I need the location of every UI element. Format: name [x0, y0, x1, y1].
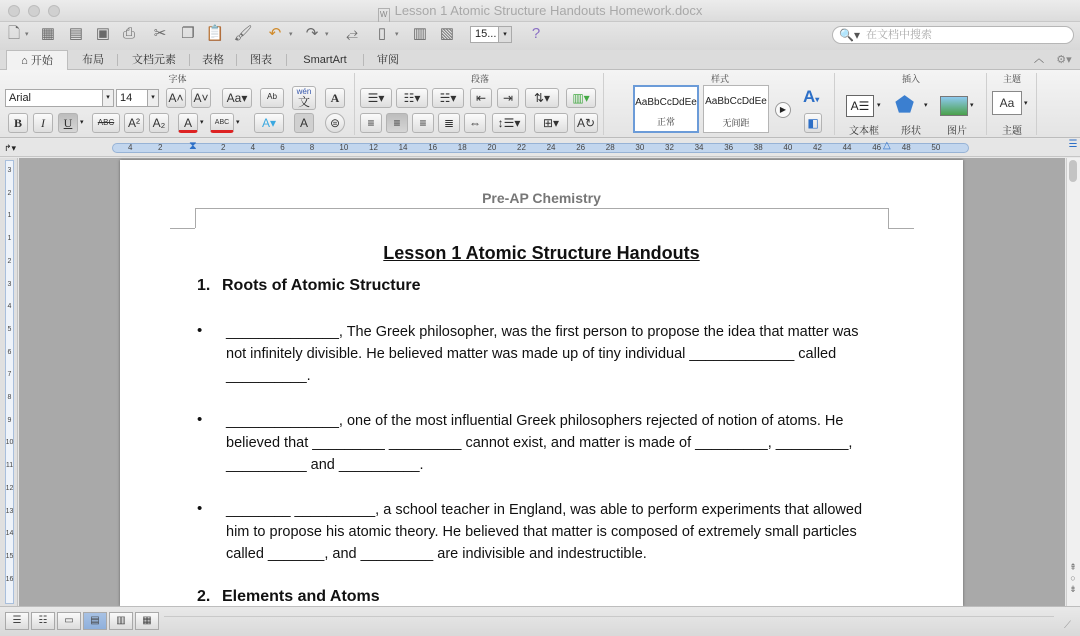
vertical-ruler-label: 10	[5, 439, 14, 447]
ruler-label: 2	[221, 143, 226, 152]
vertical-ruler-label: 8	[7, 394, 12, 401]
window-title-text: Lesson 1 Atomic Structure Handouts Homework.docx	[394, 3, 703, 18]
vertical-ruler-label: 3	[7, 167, 12, 174]
paragraph-line: __________ and __________.	[226, 457, 424, 473]
tab-home-label: 开始	[30, 55, 53, 67]
align-left-icon[interactable]: ≡	[360, 113, 382, 133]
character-shading-icon[interactable]: A	[294, 113, 314, 133]
document-icon: W	[378, 8, 390, 23]
header-line	[888, 228, 914, 229]
vertical-ruler-label: 15	[5, 552, 14, 560]
tab-home[interactable]	[6, 50, 68, 70]
outline-view-icon[interactable]: ☷	[31, 612, 55, 630]
section-heading[interactable]	[197, 588, 380, 606]
font-color-button[interactable]: A	[178, 113, 198, 133]
print-icon[interactable]: ⎙	[122, 25, 135, 42]
text-effects-icon[interactable]: A▾	[254, 113, 284, 133]
tab-document-elements[interactable]: 文档元素	[132, 54, 176, 66]
section-number: 1.	[197, 277, 211, 294]
shrink-font-label: A	[193, 91, 202, 105]
bullet-marker: •	[197, 411, 203, 428]
group-separator	[986, 73, 987, 135]
vertical-ruler-label: 12	[5, 484, 14, 492]
tab-separator	[236, 54, 237, 66]
header-line	[195, 208, 889, 209]
notebook-view-icon[interactable]: ▥	[109, 612, 133, 630]
browse-buttons-icon[interactable]: ⇞ ○ ⇟	[1069, 562, 1077, 594]
ruler-label: 30	[635, 143, 645, 152]
themes-button[interactable]: 主题	[1002, 126, 1022, 137]
ruler-label: 44	[842, 143, 852, 152]
style-name: 无间距	[722, 118, 750, 128]
ruler-label: 28	[605, 143, 615, 152]
group-separator	[603, 73, 604, 135]
draft-view-icon[interactable]: ☰	[5, 612, 29, 630]
home-icon: ⌂	[21, 55, 31, 67]
paragraph[interactable]	[226, 410, 896, 476]
vertical-ruler-label: 9	[7, 416, 12, 424]
group-label-styles: 样式	[710, 74, 729, 84]
text-direction-icon[interactable]: A↻	[574, 113, 598, 133]
ruler-label: 16	[428, 143, 438, 152]
sort-icon[interactable]: ⇅▾	[525, 88, 559, 108]
tab-review[interactable]: 审阅	[377, 54, 399, 66]
phonetic-label: wén	[296, 87, 312, 96]
picture-dropdown-icon[interactable]: ▾	[970, 102, 974, 109]
cut-icon[interactable]: ✂	[153, 25, 167, 42]
ruler-label: 40	[783, 143, 793, 152]
font-size-select[interactable]	[116, 89, 148, 107]
clear-formatting-icon[interactable]: ᴬᵇ	[260, 88, 284, 108]
ribbon-settings-icon[interactable]: ⚙▾	[1056, 54, 1072, 66]
indent-marker-icon[interactable]: ⧗	[189, 140, 197, 152]
zoom-value: 15...	[475, 28, 497, 40]
document-page[interactable]	[120, 160, 963, 606]
vertical-ruler-track	[5, 160, 14, 604]
bullet-marker: •	[197, 322, 203, 339]
new-dropdown-icon[interactable]: ▾	[25, 31, 29, 38]
group-separator	[834, 73, 835, 135]
ruler-label: 8	[309, 143, 315, 152]
underline-button[interactable]: U	[58, 113, 78, 133]
columns-icon[interactable]: ▥▾	[566, 88, 596, 108]
status-divider	[164, 616, 1054, 617]
paragraph-line: believed that _________ _________ cannot exist, and matter is made of _________, _________,	[226, 435, 853, 451]
header-line	[195, 208, 196, 228]
change-case-label: Aa	[226, 91, 242, 105]
vertical-ruler-label: 1	[7, 212, 12, 220]
ruler-track	[112, 143, 969, 153]
justify-icon[interactable]: ≣	[438, 113, 460, 133]
ruler-label: 38	[753, 143, 763, 152]
paragraph-line: ______________, The Greek philosopher, was the first person to propose the idea that matter was	[226, 324, 859, 340]
search-input[interactable]: 在文档中搜索	[866, 29, 932, 41]
print-layout-view-icon[interactable]: ▤	[83, 612, 107, 630]
copy-icon[interactable]: ❐	[181, 25, 195, 42]
vertical-ruler-label: 2	[7, 189, 12, 197]
font-color-dropdown-icon[interactable]: ▾	[200, 119, 204, 126]
vertical-ruler-label: 2	[7, 257, 12, 265]
media-icon[interactable]: ▥	[412, 25, 428, 42]
group-separator	[1036, 73, 1037, 135]
ruler-label: 4	[128, 143, 133, 152]
shrink-font-button[interactable]: A˅	[191, 88, 211, 108]
styles-pane-icon[interactable]: ◧	[804, 113, 822, 133]
redo-icon[interactable]: ↷	[305, 25, 319, 42]
ruler-label: 36	[724, 143, 734, 152]
text-box-button[interactable]: 文本框	[849, 126, 879, 137]
paragraph-line: ________ __________, a school teacher in England, was able to perform experiments that allowed	[226, 502, 863, 518]
tab-layout[interactable]: 布局	[82, 54, 104, 66]
gallery-icon[interactable]: ▧	[439, 25, 455, 42]
group-label-font: 字体	[168, 74, 187, 84]
resize-grip-icon[interactable]: ⟋	[1064, 620, 1071, 631]
right-indent-marker-icon[interactable]: △	[883, 140, 891, 151]
style-normal[interactable]	[633, 85, 699, 133]
font-name-value: Arial	[9, 92, 32, 104]
vertical-ruler-label: 16	[5, 575, 14, 583]
underline-dropdown-icon[interactable]: ▾	[80, 119, 84, 126]
font-size-dropdown-icon[interactable]: ▾	[147, 89, 159, 107]
grow-font-button[interactable]: A˄	[166, 88, 186, 108]
paragraph[interactable]	[226, 499, 896, 565]
line-spacing-icon[interactable]: ↕☰▾	[492, 113, 526, 133]
ruler-label: 32	[665, 143, 674, 152]
redo-dropdown-icon[interactable]: ▾	[325, 31, 329, 38]
undo-dropdown-icon[interactable]: ▾	[289, 31, 293, 38]
tab-charts[interactable]: 图表	[250, 54, 272, 66]
vertical-ruler-label: 6	[7, 348, 12, 356]
ruler-label: 14	[398, 143, 408, 152]
tab-smartart[interactable]: SmartArt	[303, 54, 347, 66]
change-case-button[interactable]: Aa▾	[222, 88, 252, 108]
vertical-ruler-label: 5	[7, 325, 12, 333]
style-no-spacing[interactable]	[703, 85, 769, 133]
distributed-icon[interactable]: ⇔	[464, 113, 486, 133]
undo-icon[interactable]: ↶	[268, 25, 282, 42]
tab-tables[interactable]: 表格	[202, 54, 224, 66]
tab-separator	[363, 54, 364, 66]
section-title: Elements and Atoms	[222, 588, 380, 605]
picture-icon[interactable]	[940, 96, 968, 116]
paragraph-line: called _______, and _________ are indivisible and indestructible.	[226, 546, 647, 562]
decrease-indent-icon[interactable]: ⇤	[470, 88, 492, 108]
group-label-insert: 插入	[901, 74, 920, 84]
collapse-ribbon-icon[interactable]: ︿	[1034, 54, 1044, 65]
shapes-icon[interactable]: ⬟	[895, 92, 915, 117]
search-field[interactable]	[832, 26, 1074, 44]
strikethrough-button[interactable]: ABC	[92, 113, 120, 133]
ruler-label: 34	[694, 143, 704, 152]
subscript-button[interactable]: A₂	[149, 113, 169, 133]
text-box-icon[interactable]: A☰	[846, 95, 874, 117]
page-header[interactable]: Pre-AP Chemistry	[482, 190, 601, 206]
format-painter-icon[interactable]: 🖌	[233, 25, 253, 42]
font-name-select[interactable]	[5, 89, 103, 107]
ruler-label: 6	[280, 143, 285, 152]
ruler-label: 48	[901, 143, 911, 152]
header-line	[170, 228, 195, 229]
ruler-label: 10	[339, 143, 349, 152]
font-size-value: 14	[120, 92, 133, 104]
paragraph-line: ______________, one of the most influential Greek philosophers rejected of notion of atoms. He	[226, 413, 844, 429]
themes-dropdown-icon[interactable]: ▾	[1024, 100, 1028, 107]
bullets-icon[interactable]: ☰▾	[360, 88, 392, 108]
paragraph[interactable]	[226, 321, 896, 387]
align-center-icon[interactable]: ≡	[386, 113, 408, 133]
highlight-dropdown-icon[interactable]: ▾	[236, 119, 240, 126]
new-icon[interactable]: 🗋	[7, 25, 21, 42]
highlight-button[interactable]: ABC	[210, 113, 234, 133]
section-number: 2.	[197, 588, 211, 605]
paste-icon[interactable]: 📋	[205, 25, 225, 42]
search-icon[interactable]: 🔍▾	[839, 28, 860, 42]
phonetic-guide-button[interactable]	[292, 86, 316, 110]
ruler-label: 12	[369, 143, 378, 152]
italic-button[interactable]: I	[33, 113, 53, 133]
align-right-icon[interactable]: ≡	[412, 113, 434, 133]
zoom-dropdown-icon[interactable]: ▾	[498, 26, 512, 43]
ruler-label: 24	[546, 143, 556, 152]
vertical-ruler-label: 7	[7, 371, 12, 379]
open-icon[interactable]: ▤	[68, 25, 84, 42]
status-bar	[0, 606, 1080, 636]
themes-icon[interactable]	[992, 91, 1022, 115]
group-label-paragraph: 段落	[470, 74, 489, 84]
numbering-icon[interactable]: ☷▾	[396, 88, 428, 108]
section-heading[interactable]	[197, 277, 421, 295]
publishing-view-icon[interactable]: ▭	[57, 612, 81, 630]
section-title: Roots of Atomic Structure	[222, 277, 421, 294]
shapes-button[interactable]: 形状	[901, 126, 921, 137]
group-separator	[354, 73, 355, 135]
ruler-label: 26	[576, 143, 586, 152]
tab-separator	[189, 54, 190, 66]
vertical-ruler-label: 13	[5, 507, 14, 515]
ruler-label: 50	[931, 143, 941, 152]
superscript-button[interactable]: A²	[124, 113, 144, 133]
enclose-characters-icon[interactable]: ⊜	[325, 113, 345, 133]
ruler-label: 4	[250, 143, 256, 152]
style-preview: AaBbCcDdEe	[705, 96, 767, 107]
bullet-marker: •	[197, 500, 203, 517]
styles-next-icon[interactable]: ▶	[775, 102, 791, 118]
group-label-themes: 主题	[1002, 74, 1021, 84]
paragraph-line: __________.	[226, 368, 311, 384]
vertical-ruler-label: 3	[7, 280, 12, 288]
vertical-ruler-label: 11	[5, 462, 14, 470]
vertical-scrollbar[interactable]	[1066, 158, 1080, 606]
ruler-label: 22	[517, 143, 526, 152]
focus-view-icon[interactable]: ▦	[135, 612, 159, 630]
text-box-dropdown-icon[interactable]: ▾	[877, 102, 881, 109]
picture-button[interactable]: 图片	[947, 126, 967, 137]
font-name-dropdown-icon[interactable]: ▾	[102, 89, 114, 107]
ruler-label: 20	[487, 143, 497, 152]
ruler-label: 2	[158, 143, 163, 152]
tab-separator	[286, 54, 287, 66]
templates-icon[interactable]: ▦	[40, 25, 56, 42]
style-name: 正常	[656, 117, 675, 127]
header-line	[888, 208, 889, 228]
save-icon[interactable]: ▣	[95, 25, 111, 42]
insert-icon[interactable]: ⥄	[345, 25, 358, 42]
help-icon[interactable]: ?	[531, 25, 541, 42]
ruler-label: 18	[457, 143, 467, 152]
tab-selector-icon[interactable]: ↱▾	[4, 143, 17, 153]
multilevel-list-icon[interactable]: ☵▾	[432, 88, 464, 108]
theme-preview: Aa	[999, 96, 1015, 110]
phonetic-char: 文	[297, 95, 310, 109]
vertical-ruler-label: 14	[5, 530, 14, 538]
style-preview: AaBbCcDdEe	[635, 97, 697, 108]
window-title	[0, 3, 1080, 23]
document-title[interactable]: Lesson 1 Atomic Structure Handouts	[383, 243, 700, 263]
ruler-label: 46	[872, 143, 882, 152]
character-border-icon[interactable]: A	[325, 88, 345, 108]
shapes-dropdown-icon[interactable]: ▾	[924, 102, 928, 109]
bold-button[interactable]: B	[8, 113, 28, 133]
paragraph-line: not infinitely divisible. He believed matter was made up of tiny individual _____________ called	[226, 346, 837, 362]
paragraph-line: him to propose his atomic theory. He believed that matter is composed of extremely small particles	[226, 524, 857, 540]
grow-font-label: A	[168, 91, 177, 105]
tab-separator	[117, 54, 118, 66]
scrollbar-thumb[interactable]	[1069, 160, 1077, 182]
ruler-label: 42	[813, 143, 822, 152]
vertical-ruler-label: 1	[7, 235, 12, 243]
sidebar-icon[interactable]: ▯	[377, 25, 387, 42]
vertical-ruler-label: 4	[7, 303, 12, 311]
sidebar-dropdown-icon[interactable]: ▾	[395, 31, 399, 38]
increase-indent-icon[interactable]: ⇥	[497, 88, 519, 108]
manage-styles-icon[interactable]: A▾	[803, 87, 820, 106]
split-view-icon[interactable]: ☰	[1068, 139, 1078, 150]
borders-icon[interactable]: ⊞▾	[534, 113, 568, 133]
